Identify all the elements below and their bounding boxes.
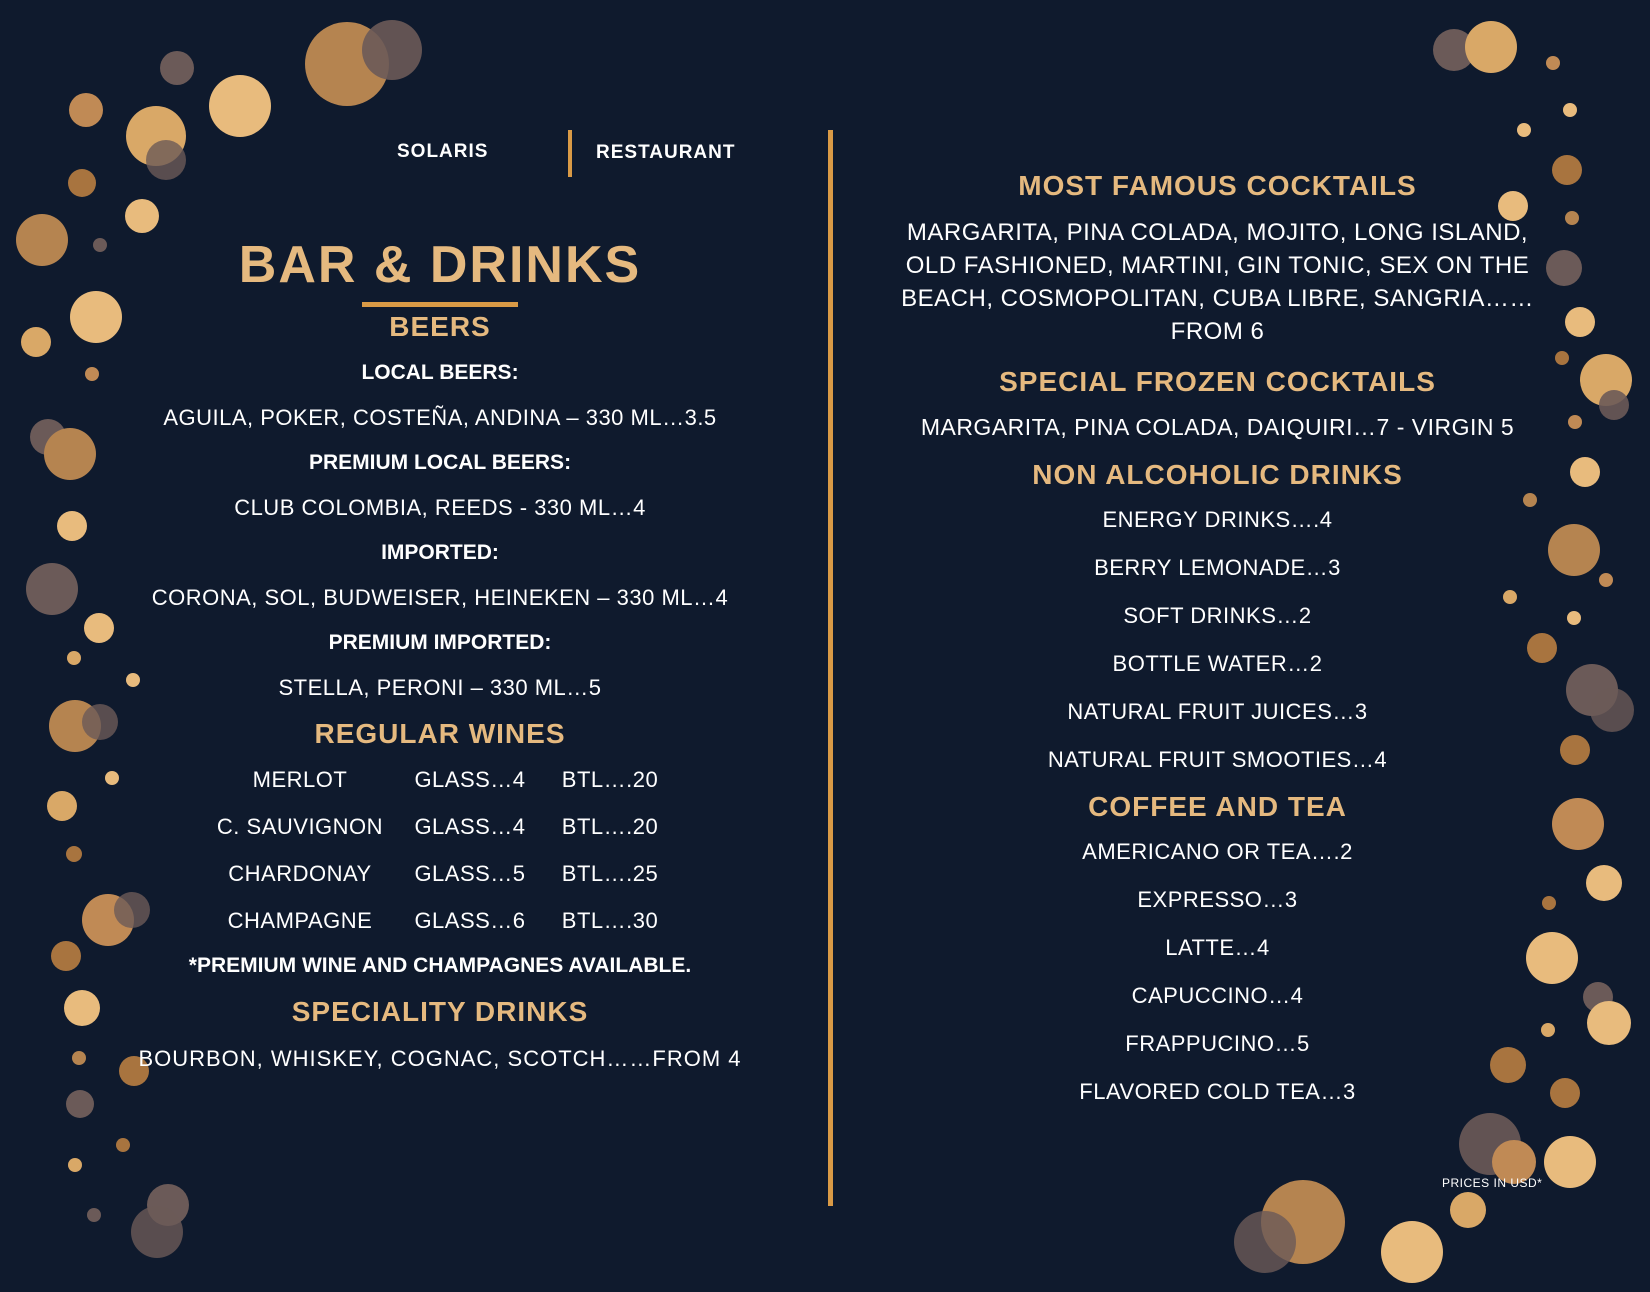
beer-group-items: CORONA, SOL, BUDWEISER, HEINEKEN – 330 ML…4	[151, 585, 729, 610]
wine-name: CHARDONAY	[228, 861, 372, 886]
wine-row	[110, 814, 770, 840]
bokeh-dot	[209, 75, 271, 137]
bokeh-dot	[1381, 1221, 1443, 1283]
wine-row	[110, 767, 770, 793]
bokeh-dot	[1565, 211, 1579, 225]
wine-note: *PREMIUM WINE AND CHAMPAGNES AVAILABLE.	[188, 954, 692, 977]
coffee-item: LATTE…4	[1165, 935, 1270, 960]
bokeh-dot	[1234, 1211, 1296, 1273]
bokeh-dot	[1565, 307, 1595, 337]
coffee-item: CAPUCCINO…4	[1131, 983, 1304, 1008]
bokeh-dot	[146, 140, 186, 180]
non-alcoholic-item: BERRY LEMONADE…3	[1094, 555, 1341, 580]
speciality-items: BOURBON, WHISKEY, COGNAC, SCOTCH……FROM 4	[138, 1046, 742, 1071]
wine-glass-price: GLASS…6	[414, 908, 526, 933]
wine-name: MERLOT	[252, 767, 348, 792]
wine-glass-price: GLASS…5	[414, 861, 526, 886]
bokeh-dot	[1560, 735, 1590, 765]
speciality-heading: SPECIALITY DRINKS	[291, 996, 589, 1027]
beers-heading: BEERS	[389, 311, 491, 342]
wine-glass-price: GLASS…4	[414, 814, 526, 839]
bokeh-dot	[66, 1090, 94, 1118]
wine-row	[110, 861, 770, 887]
bokeh-dot	[93, 238, 107, 252]
bokeh-dot	[1544, 1136, 1596, 1188]
coffee-item: FLAVORED COLD TEA…3	[1079, 1079, 1356, 1104]
bokeh-dot	[1552, 798, 1604, 850]
coffee-item: EXPRESSO…3	[1137, 887, 1298, 912]
bokeh-dot	[125, 199, 159, 233]
brand-restaurant: RESTAURANT	[596, 142, 736, 163]
bokeh-dot	[1465, 21, 1517, 73]
beer-group-label: PREMIUM IMPORTED:	[328, 631, 552, 654]
bokeh-dot	[26, 563, 78, 615]
bokeh-dot	[51, 941, 81, 971]
beer-group-label: PREMIUM LOCAL BEERS:	[308, 451, 572, 474]
wine-row	[110, 908, 770, 934]
beer-group-items: AGUILA, POKER, COSTEÑA, ANDINA – 330 ML…3.5	[163, 405, 717, 430]
non-alcoholic-item: NATURAL FRUIT SMOOTIES…4	[1047, 747, 1388, 772]
bokeh-dot	[67, 651, 81, 665]
bokeh-dot	[160, 51, 194, 85]
wine-bottle-price: BTL….20	[561, 767, 659, 792]
wine-bottle-price: BTL….25	[561, 861, 659, 886]
bokeh-dot	[69, 93, 103, 127]
bokeh-dot	[85, 367, 99, 381]
coffee-item: AMERICANO OR TEA….2	[1082, 839, 1353, 864]
bokeh-dot	[1552, 155, 1582, 185]
page-title: BAR & DRINKS	[238, 236, 642, 294]
cocktails-items: MARGARITA, PINA COLADA, MOJITO, LONG ISLAND, OLD FASHIONED, MARTINI, GIN TONIC, SEX ON THE BEACH, COSMOPOLITAN, CUBA LIBRE, SANGRIA……FROM 6	[901, 219, 1534, 345]
column-divider	[828, 130, 833, 1206]
bokeh-dot	[72, 1051, 86, 1065]
prices-note: PRICES IN USD*	[1442, 1176, 1543, 1190]
bokeh-dot	[1570, 457, 1600, 487]
beer-group-items: CLUB COLOMBIA, REEDS - 330 ML…4	[234, 495, 646, 520]
bokeh-dot	[44, 428, 96, 480]
wine-name: C. SAUVIGNON	[216, 814, 384, 839]
non-alcoholic-item: SOFT DRINKS…2	[1123, 603, 1312, 628]
wine-name: CHAMPAGNE	[227, 908, 373, 933]
beer-group-label: LOCAL BEERS:	[361, 361, 519, 384]
non-alcoholic-heading: NON ALCOHOLIC DRINKS	[1032, 459, 1403, 490]
bokeh-dot	[57, 511, 87, 541]
bokeh-dot	[66, 846, 82, 862]
coffee-item: FRAPPUCINO…5	[1125, 1031, 1310, 1056]
bokeh-dot	[1450, 1192, 1486, 1228]
bokeh-dot	[64, 990, 100, 1026]
wine-bottle-price: BTL….30	[561, 908, 659, 933]
bokeh-dot	[87, 1208, 101, 1222]
bokeh-dot	[68, 1158, 82, 1172]
bokeh-dot	[47, 791, 77, 821]
frozen-heading: SPECIAL FROZEN COCKTAILS	[999, 366, 1436, 397]
bokeh-dot	[1586, 865, 1622, 901]
bokeh-dot	[1590, 688, 1634, 732]
bokeh-dot	[1567, 611, 1581, 625]
bokeh-dot	[1599, 390, 1629, 420]
bokeh-dot	[1546, 250, 1582, 286]
brand-solaris: SOLARIS	[397, 141, 489, 162]
beer-group-items: STELLA, PERONI – 330 ML…5	[278, 675, 602, 700]
wine-bottle-price: BTL….20	[561, 814, 659, 839]
wines-heading: REGULAR WINES	[314, 718, 566, 749]
non-alcoholic-item: NATURAL FRUIT JUICES…3	[1067, 699, 1368, 724]
brand-divider	[568, 130, 572, 177]
right-column	[885, 170, 1550, 1105]
bokeh-dot	[16, 214, 68, 266]
bokeh-dot	[1548, 524, 1600, 576]
bokeh-dot	[68, 169, 96, 197]
left-column	[110, 230, 770, 1072]
coffee-heading: COFFEE AND TEA	[1088, 791, 1347, 822]
bokeh-dot	[1546, 56, 1560, 70]
bokeh-dot	[362, 20, 422, 80]
bokeh-dot	[131, 1206, 183, 1258]
bokeh-dot	[1555, 351, 1569, 365]
wine-glass-price: GLASS…4	[414, 767, 526, 792]
bokeh-dot	[1587, 1001, 1631, 1045]
title-rule	[362, 302, 518, 307]
non-alcoholic-item: BOTTLE WATER…2	[1112, 651, 1323, 676]
frozen-items: MARGARITA, PINA COLADA, DAIQUIRI…7 - VIRGIN 5	[920, 414, 1515, 440]
bokeh-dot	[21, 327, 51, 357]
bokeh-dot	[1517, 123, 1531, 137]
bokeh-dot	[1563, 103, 1577, 117]
bokeh-dot	[1599, 573, 1613, 587]
cocktails-heading: MOST FAMOUS COCKTAILS	[1018, 170, 1417, 201]
non-alcoholic-item: ENERGY DRINKS….4	[1102, 507, 1333, 532]
beer-group-label: IMPORTED:	[381, 541, 499, 564]
bokeh-dot	[116, 1138, 130, 1152]
bokeh-dot	[1568, 415, 1582, 429]
bokeh-dot	[1550, 1078, 1580, 1108]
